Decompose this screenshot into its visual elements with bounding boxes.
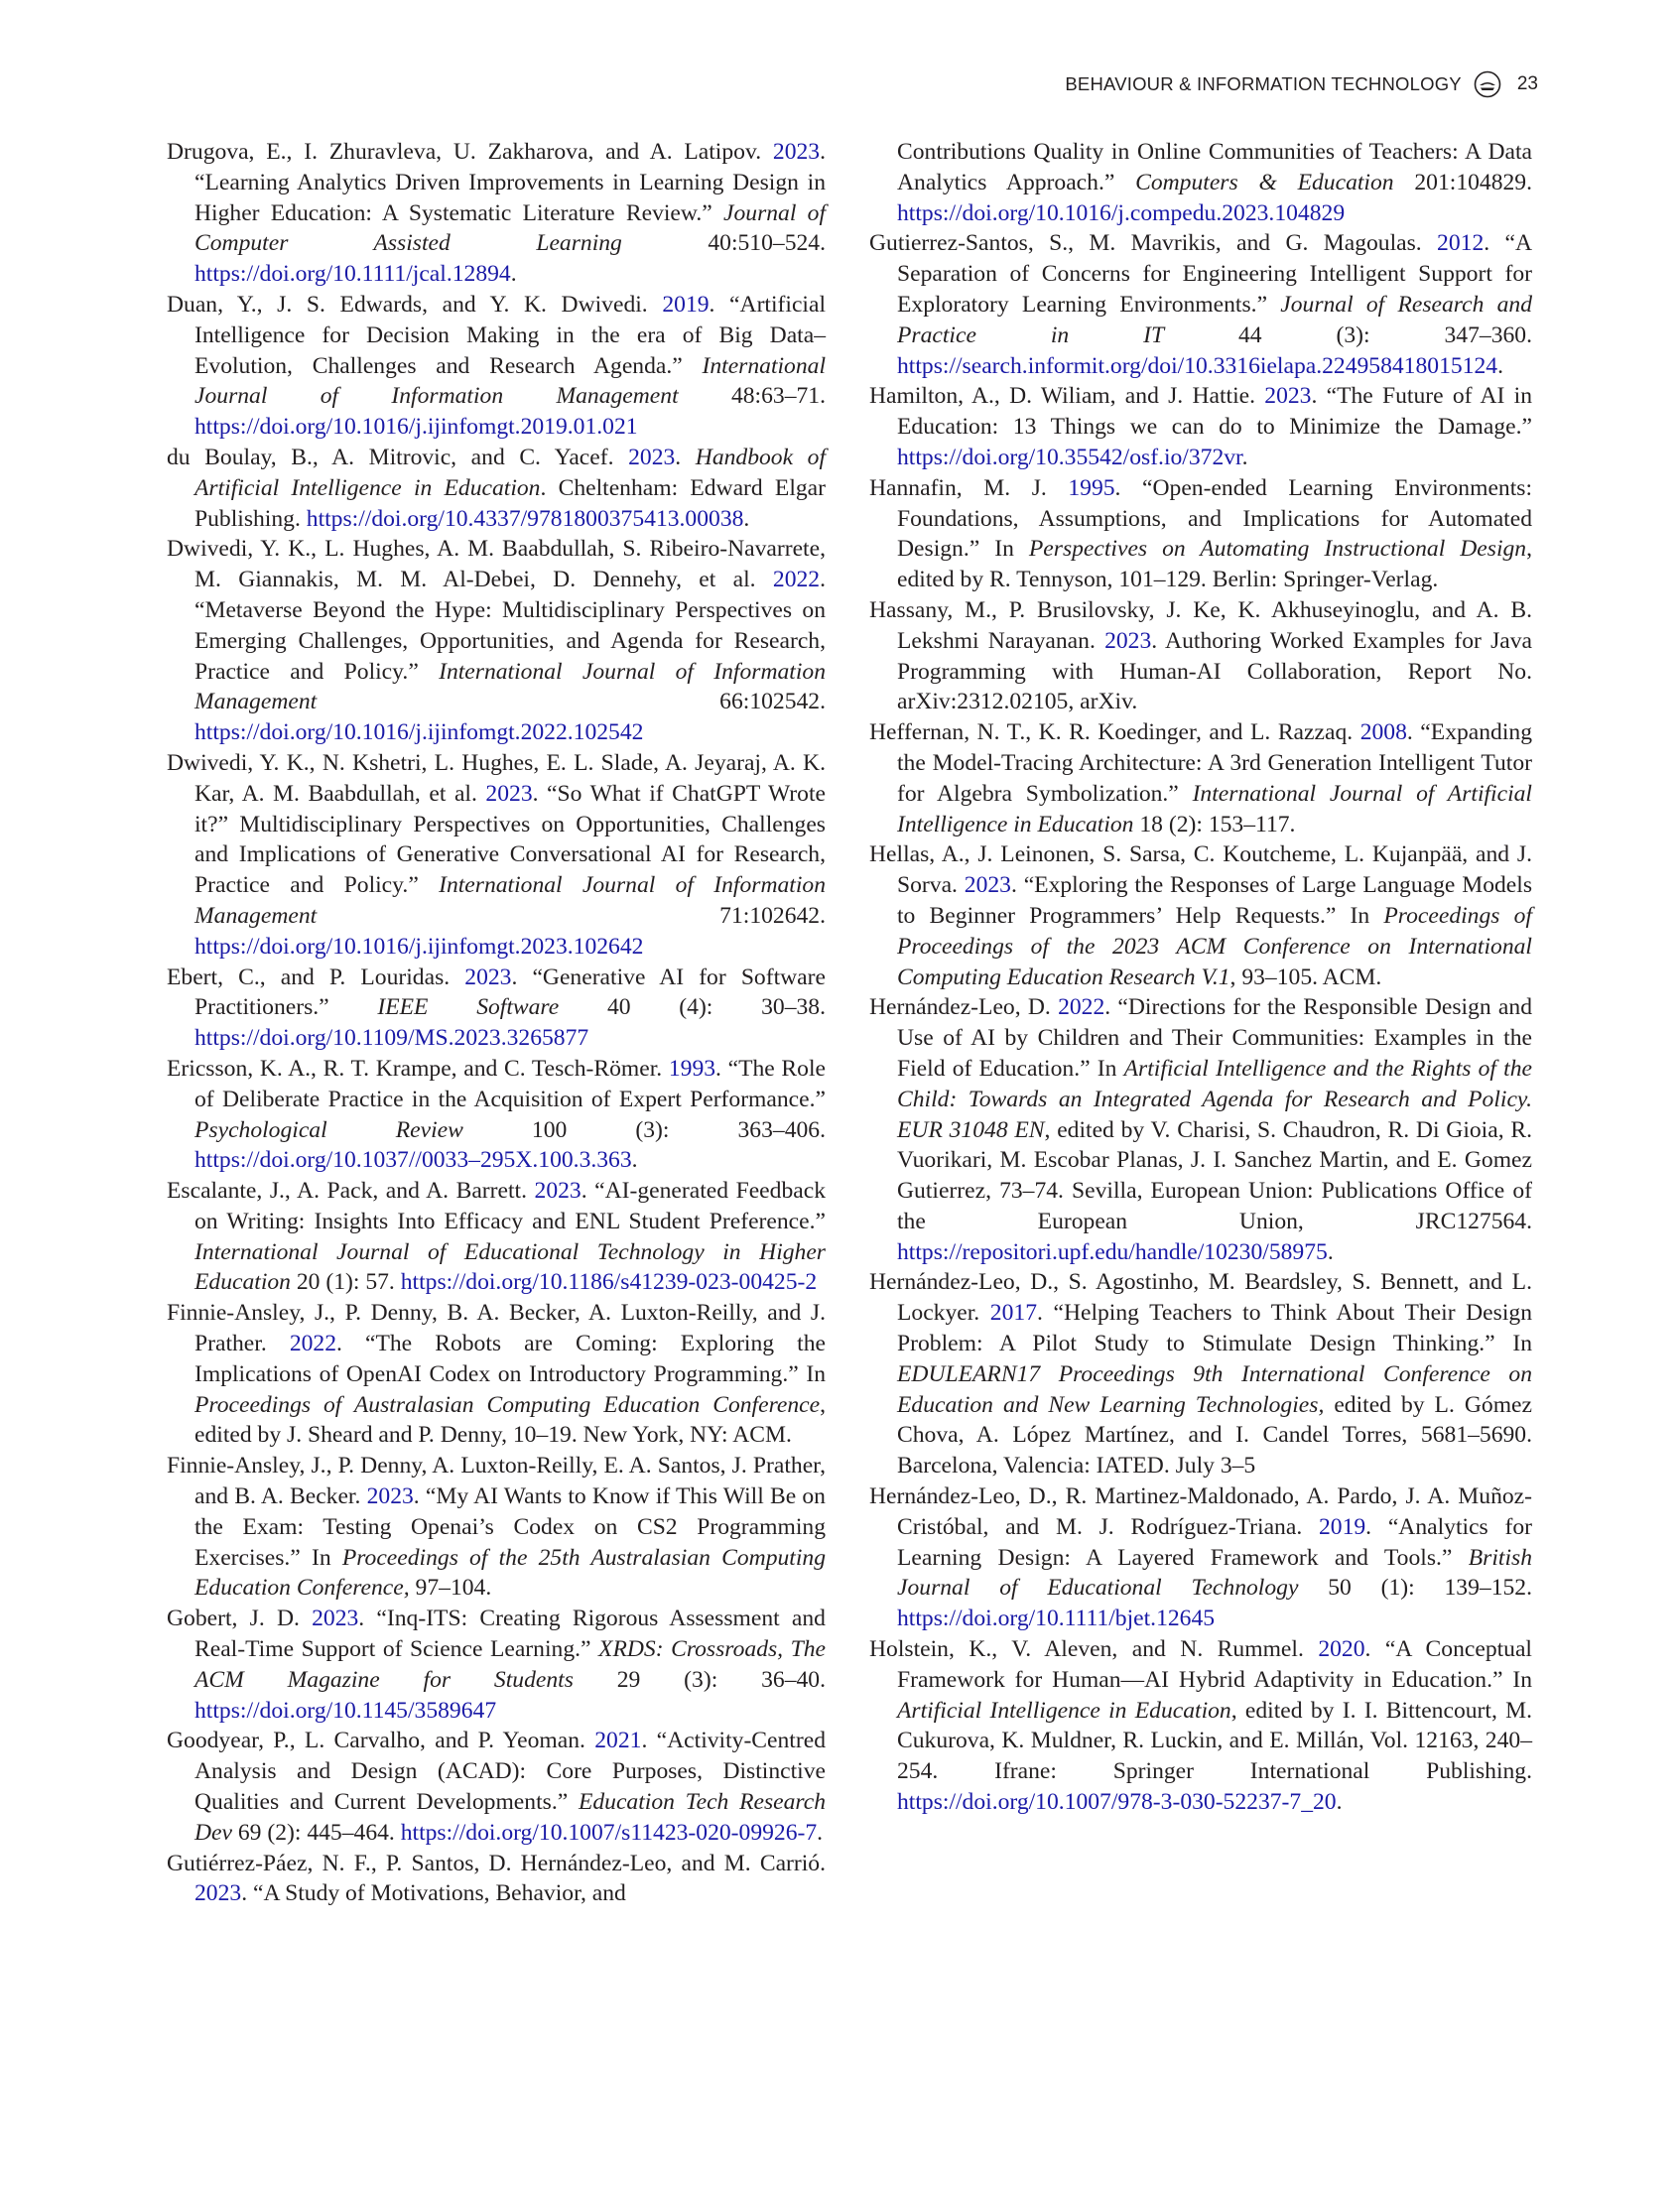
reference-title: . “Helping Teachers to Think About Their Design Problem: A Pilot Study to Stimulate Design Thinking.” In — [897, 1300, 1532, 1357]
reference-authors: Hassany, M., P. Brusilovsky, J. Ke, K. Akhuseyinoglu, and A. B. Lekshmi Narayanan. — [869, 596, 1532, 654]
reference-entry — [167, 1176, 826, 1298]
reference-entry — [167, 1604, 826, 1726]
reference-source: International Journal of Artificial Intelligence in Education — [897, 780, 1532, 837]
reference-doi-link[interactable]: https://doi.org/10.1016/j.ijinfomgt.2022.102542 — [194, 719, 644, 746]
reference-end: . — [631, 1147, 638, 1174]
reference-details: 100 (3): 363–406. — [462, 1116, 826, 1143]
reference-title: . “AI-generated Feedback on Writing: Insights Into Efficacy and ENL Student Preference.” — [194, 1178, 826, 1234]
reference-title: . “Activity-Centred Analysis and Design (ACAD): Core Purposes, Distinctive Qualities and Current Developments.” — [194, 1728, 826, 1816]
reference-end: . — [743, 505, 750, 532]
reference-entry — [167, 963, 826, 1054]
reference-end: . — [1241, 444, 1248, 470]
reference-authors: Hamilton, A., D. Wiliam, and J. Hattie. — [869, 383, 1265, 410]
reference-year-link[interactable]: 1995 — [1068, 474, 1115, 501]
reference-title: . “A Conceptual Framework for Human—AI Hybrid Adaptivity in Education.” In — [897, 1636, 1532, 1693]
reference-details: 29 (3): 36–40. — [573, 1666, 826, 1693]
taylor-francis-logo-icon — [1474, 70, 1501, 98]
reference-source: Education Tech Research Dev — [194, 1789, 826, 1846]
reference-source: Artificial Intelligence and the Rights of the Child: Towards an Integrated Agenda for Research and Policy. EUR 31048 EN — [897, 1055, 1532, 1143]
reference-end: . — [510, 261, 517, 288]
reference-authors: Ericsson, K. A., R. T. Krampe, and C. Tesch-Römer. — [167, 1055, 669, 1082]
reference-year-link[interactable]: 2023 — [312, 1606, 359, 1632]
reference-doi-link[interactable]: https://search.informit.org/doi/10.3316ielapa.224958418015124 — [897, 352, 1498, 379]
reference-title: . “Metaverse Beyond the Hype: Multidisciplinary Perspectives on Emerging Challenges, Opportunities, and Agenda for Research, Practice and Policy.” — [194, 567, 826, 685]
reference-entry — [869, 137, 1532, 228]
reference-source: International Journal of Information Management — [194, 872, 826, 929]
reference-details: 50 (1): 139–152. — [1298, 1575, 1532, 1602]
reference-authors: Hernández-Leo, D., S. Agostinho, M. Beardsley, S. Bennett, and L. Lockyer. — [869, 1269, 1532, 1327]
reference-title: . “Artificial Intelligence for Decision Making in the era of Big Data– Evolution, Challenges and Research Agenda.” — [194, 291, 827, 379]
reference-authors: Hellas, A., J. Leinonen, S. Sarsa, C. Koutcheme, L. Kujanpää, and J. Sorva. — [869, 841, 1532, 899]
reference-doi-link[interactable]: https://doi.org/10.1111/bjet.12645 — [897, 1606, 1216, 1632]
reference-source: Handbook of Artificial Intelligence in Education — [194, 444, 827, 501]
journal-title: BEHAVIOUR & INFORMATION TECHNOLOGY — [1065, 73, 1462, 94]
reference-source: EDULEARN17 Proceedings 9th International Conference on Education and New Learning Technologies, — [897, 1360, 1532, 1418]
reference-authors: Goodyear, P., L. Carvalho, and P. Yeoman. — [167, 1728, 595, 1754]
reference-authors: Hernández-Leo, D., R. Martinez-Maldonado, A. Pardo, J. A. Muñoz-Cristóbal, and M. J. Rodríguez-Triana. — [869, 1483, 1532, 1540]
reference-source: Computers & Education — [1135, 169, 1394, 195]
reference-year-link[interactable]: 2022 — [1058, 994, 1105, 1021]
reference-details: 69 (2): 445–464. — [231, 1819, 401, 1846]
page-number: 23 — [1516, 73, 1538, 94]
reference-year-link[interactable]: 2023 — [534, 1178, 582, 1205]
reference-doi-link[interactable]: https://doi.org/10.1037//0033–295X.100.3.363 — [194, 1147, 632, 1174]
reference-authors: Dwivedi, Y. K., N. Kshetri, L. Hughes, E. L. Slade, A. Jeyaraj, A. K. Kar, A. M. Baabdullah, et al. — [167, 749, 826, 807]
reference-authors: Drugova, E., I. Zhuravleva, U. Zakharova, and A. Latipov. — [167, 139, 773, 165]
reference-source: British Journal of Educational Technology — [897, 1544, 1532, 1602]
reference-details: 40:510–524. — [621, 230, 826, 257]
references-left-column — [167, 137, 826, 1909]
reference-source: International Journal of Information Management — [194, 352, 826, 410]
reference-year-link[interactable]: 2022 — [289, 1331, 336, 1357]
reference-title: . “Exploring the Responses of Large Language Models to Beginner Programmers’ Help Requests.” In — [897, 872, 1533, 929]
reference-title: . “The Future of AI in Education: 13 Things we can do to Minimize the Damage.” — [897, 383, 1532, 441]
reference-authors: Finnie-Ansley, J., P. Denny, A. Luxton-Reilly, E. A. Santos, J. Prather, and B. A. Becker. — [167, 1453, 826, 1510]
reference-title: . “Open-ended Learning Environments: Foundations, Assumptions, and Implications for Automated Design.” In — [897, 474, 1532, 563]
reference-entry — [167, 748, 826, 963]
reference-authors: Finnie-Ansley, J., P. Denny, B. A. Becker, A. Luxton-Reilly, and J. Prather. — [167, 1300, 826, 1357]
reference-entry — [167, 1849, 826, 1910]
reference-details: , edited by J. Sheard and P. Denny, 10–19. New York, NY: ACM. — [194, 1391, 826, 1449]
reference-authors: Gobert, J. D. — [167, 1606, 313, 1632]
reference-year-link[interactable]: 2023 — [1104, 627, 1152, 654]
reference-entry — [869, 595, 1532, 717]
reference-doi-link[interactable]: https://doi.org/10.1109/MS.2023.3265877 — [194, 1025, 589, 1052]
reference-details: 97–104. — [409, 1575, 492, 1602]
reference-entry — [869, 228, 1532, 381]
reference-details: . Cheltenham: Edward Elgar Publishing. — [194, 474, 827, 532]
reference-title: . “The Role of Deliberate Practice in the Acquisition of Expert Performance.” — [194, 1055, 826, 1112]
reference-source: Journal of Computer Assisted Learning — [194, 199, 826, 257]
reference-entry — [167, 290, 826, 443]
reference-doi-link[interactable]: https://doi.org/10.4337/9781800375413.00038 — [306, 505, 744, 532]
reference-doi-link[interactable]: https://doi.org/10.1111/jcal.12894 — [194, 261, 511, 288]
reference-year-link[interactable]: 2019 — [1318, 1513, 1366, 1540]
reference-authors: Hernández-Leo, D. — [869, 994, 1059, 1021]
reference-year-link[interactable]: 2021 — [594, 1728, 642, 1754]
reference-title: . “Analytics for Learning Design: A Layered Framework and Tools.” — [897, 1513, 1532, 1571]
reference-entry — [869, 1267, 1532, 1481]
reference-entry — [167, 1054, 826, 1176]
reference-details: 44 (3): 347–360. — [1164, 322, 1532, 348]
reference-details: 20 (1): 57. — [290, 1269, 401, 1296]
running-header — [1022, 71, 1538, 97]
reference-title: . “My AI Wants to Know if This Will Be on the Exam: Testing Openai’s Codex on CS2 Programming Exercises.” In — [194, 1483, 826, 1571]
reference-year-link[interactable]: 1993 — [668, 1055, 716, 1082]
reference-end: . — [817, 1819, 824, 1846]
reference-title: . “Inq-ITS: Creating Rigorous Assessment and Real-Time Support of Science Learning.” — [194, 1606, 826, 1663]
reference-entry — [869, 717, 1532, 839]
reference-year-link[interactable]: 2023 — [464, 964, 512, 990]
reference-end: . — [1497, 352, 1503, 379]
reference-authors: Heffernan, N. T., K. R. Koedinger, and L. Razzaq. — [869, 719, 1360, 746]
reference-year-link[interactable]: 2023 — [1264, 383, 1312, 410]
reference-title: . “Generative AI for Software Practitioners.” — [194, 964, 826, 1021]
reference-entry — [167, 1298, 826, 1451]
reference-authors: Gutierrez-Santos, S., M. Mavrikis, and G. Magoulas. — [869, 230, 1438, 257]
reference-source: Journal of Research and Practice in IT — [897, 291, 1532, 348]
reference-source: IEEE Software — [377, 994, 560, 1021]
reference-authors: Dwivedi, Y. K., L. Hughes, A. M. Baabdullah, S. Ribeiro-Navarrete, M. Giannakis, M. M. Al-Debei, D. Dennehy, et al. — [167, 536, 826, 593]
reference-authors: Ebert, C., and P. Louridas. — [167, 964, 465, 990]
reference-year-link[interactable]: 2023 — [628, 444, 676, 470]
reference-details: , edited by I. I. Bittencourt, M. Cukurova, K. Muldner, R. Luckin, and E. Millán, Vol. 12163, 240–254. Ifrane: Springer International Publishing. — [897, 1697, 1533, 1785]
reference-entry — [869, 839, 1532, 992]
reference-year-link[interactable]: 2019 — [662, 291, 710, 318]
reference-source: Proceedings of Australasian Computing Education Conference — [194, 1391, 821, 1418]
reference-doi-link[interactable]: https://repositori.upf.edu/handle/10230/58975 — [897, 1238, 1328, 1265]
reference-title: . “Expanding the Model-Tracing Architecture: A 3rd Generation Intelligent Tutor for Algebra Symbolization.” — [897, 719, 1533, 807]
reference-end: . — [1327, 1238, 1334, 1265]
reference-entry — [869, 1634, 1532, 1818]
reference-doi-link[interactable]: https://doi.org/10.1016/j.ijinfomgt.2023.102642 — [194, 933, 644, 960]
reference-entry — [869, 473, 1532, 595]
reference-authors: Hannafin, M. J. — [869, 474, 1069, 501]
reference-source: International Journal of Educational Technology in Higher Education — [194, 1238, 826, 1296]
reference-title: . “A Separation of Concerns for Engineering Intelligent Support for Exploratory Learning Environments.” — [897, 230, 1532, 318]
reference-title: . “Directions for the Responsible Design and Use of AI by Children and Their Communities: Examples in the Field of Education.” In — [897, 994, 1532, 1082]
reference-entry — [167, 534, 826, 748]
reference-details: 18 (2): 153–117. — [1133, 811, 1296, 837]
reference-doi-link[interactable]: https://doi.org/10.1016/j.ijinfomgt.2019.01.021 — [194, 414, 638, 441]
reference-source: Proceedings of Proceedings of the 2023 ACM Conference on International Computing Education Research V.1 — [897, 902, 1533, 990]
reference-details: 66:102542. — [317, 689, 826, 715]
reference-source: Psychological Review — [194, 1116, 463, 1143]
reference-entry — [869, 381, 1532, 472]
reference-authors: Holstein, K., V. Aleven, and N. Rummel. — [869, 1636, 1319, 1663]
reference-details: edited by L. Gómez Chova, A. López Martínez, and I. Candel Torres, 5681–5690. Barcelona, Valencia: IATED. July 3–5 — [897, 1391, 1532, 1480]
reference-details: 48:63–71. — [678, 383, 826, 410]
reference-year-link[interactable]: 2023 — [772, 139, 821, 165]
reference-doi-link[interactable]: https://doi.org/10.1007/s11423-020-09926-7 — [400, 1819, 818, 1846]
reference-details: 71:102642. — [317, 902, 826, 929]
reference-doi-link[interactable]: https://doi.org/10.1186/s41239-023-00425-2 — [400, 1269, 818, 1296]
reference-year-link[interactable]: 2023 — [194, 1880, 242, 1907]
reference-authors: Escalante, J., A. Pack, and A. Barrett. — [167, 1178, 535, 1205]
reference-year-link[interactable]: 2022 — [772, 567, 821, 593]
reference-entry — [869, 992, 1532, 1267]
reference-doi-link[interactable]: https://doi.org/10.1016/j.compedu.2023.104829 — [897, 199, 1346, 226]
reference-year-link[interactable]: 2023 — [366, 1483, 414, 1510]
reference-year-link[interactable]: 2017 — [989, 1300, 1037, 1327]
reference-source: Perspectives on Automating Instructional Design — [1028, 536, 1527, 563]
reference-year-link[interactable]: 2023 — [485, 780, 533, 807]
reference-doi-link[interactable]: https://doi.org/10.1007/978-3-030-52237-7_20 — [897, 1789, 1337, 1816]
reference-year-link[interactable]: 2020 — [1318, 1636, 1365, 1663]
reference-doi-link[interactable]: https://doi.org/10.35542/osf.io/372vr — [897, 444, 1242, 470]
reference-details: 201:104829. — [1393, 169, 1532, 195]
reference-title: . — [675, 444, 696, 470]
reference-year-link[interactable]: 2012 — [1437, 230, 1485, 257]
reference-entry — [167, 1451, 826, 1604]
reference-title: . “So What if ChatGPT Wrote it?” Multidisciplinary Perspectives on Opportunities, Challenges and Implications of Generative Conversational AI for Research, Practice and Policy.” — [194, 780, 826, 899]
reference-title: Contributions Quality in Online Communities of Teachers: A Data Analytics Approach.” — [897, 139, 1532, 195]
reference-authors: Gutiérrez-Páez, N. F., P. Santos, D. Hernández-Leo, and M. Carrió. — [167, 1850, 826, 1876]
reference-title: . Authoring Worked Examples for Java Programming with Human-AI Collaboration, Report No. arXiv:2312.02105, arXiv. — [897, 627, 1533, 715]
reference-entry — [167, 1726, 826, 1848]
reference-source: XRDS: Crossroads, The ACM Magazine for Students — [194, 1636, 827, 1693]
reference-entry — [167, 443, 826, 534]
reference-end: . — [1336, 1789, 1343, 1816]
reference-title: . “Learning Analytics Driven Improvements in Learning Design in Higher Education: A Systematic Literature Review.” — [194, 139, 826, 226]
references-right-column — [869, 137, 1532, 1818]
reference-source: Proceedings of the 25th Australasian Computing Education Conference, — [194, 1544, 826, 1602]
reference-authors: du Boulay, B., A. Mitrovic, and C. Yacef. — [167, 444, 629, 470]
reference-title: . “The Robots are Coming: Exploring the Implications of OpenAI Codex on Introductory Programming.” In — [194, 1331, 826, 1387]
reference-entry — [869, 1481, 1532, 1634]
reference-source: Artificial Intelligence in Education — [897, 1697, 1231, 1724]
reference-authors: Duan, Y., J. S. Edwards, and Y. K. Dwivedi. — [167, 291, 663, 318]
reference-details: , 93–105. ACM. — [1229, 964, 1382, 990]
reference-details: 40 (4): 30–38. — [559, 994, 826, 1021]
reference-details: , edited by V. Charisi, S. Chaudron, R. Di Gioia, R. Vuorikari, M. Escobar Planas, J. I. Sanchez Martin, and E. Gomez Gutierrez, 73–74. Sevilla, European Union: Publications Office of the European Union, JRC127564. — [897, 1116, 1532, 1234]
reference-source: International Journal of Information Management — [194, 658, 826, 715]
reference-entry — [167, 137, 826, 290]
reference-doi-link[interactable]: https://doi.org/10.1145/3589647 — [194, 1697, 497, 1724]
reference-year-link[interactable]: 2023 — [964, 872, 1011, 899]
reference-title: . “A Study of Motivations, Behavior, and — [241, 1880, 626, 1907]
reference-year-link[interactable]: 2008 — [1359, 719, 1407, 746]
reference-details: , edited by R. Tennyson, 101–129. Berlin: Springer-Verlag. — [897, 536, 1533, 593]
